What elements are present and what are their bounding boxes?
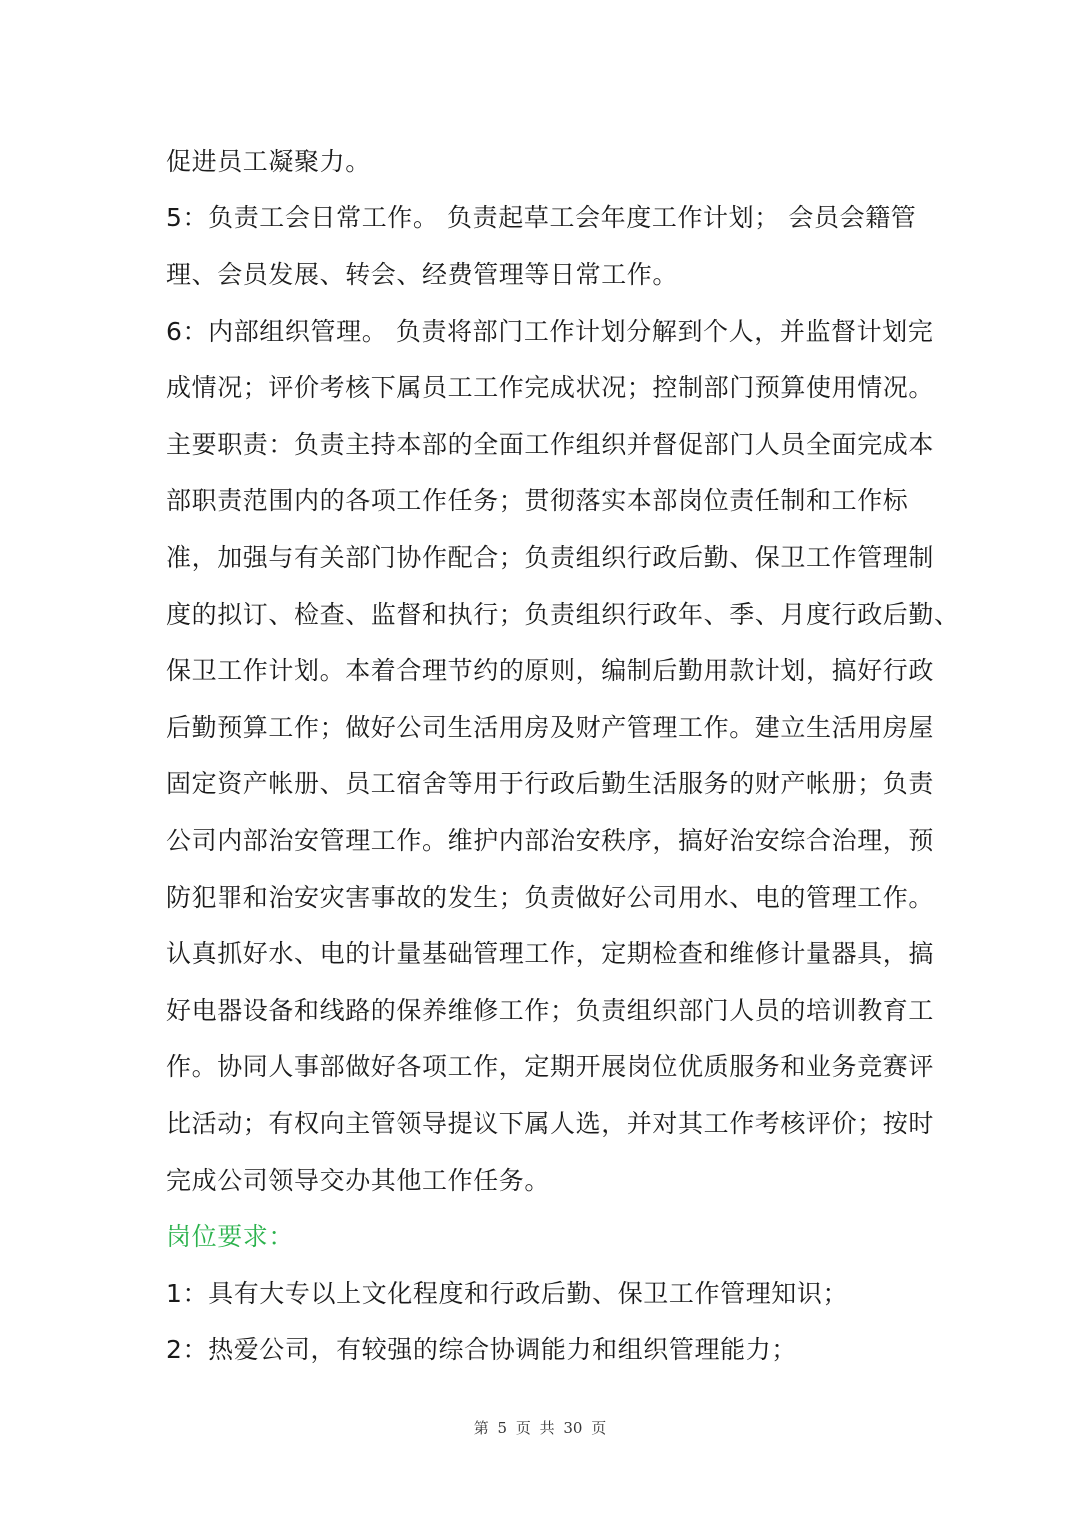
body-text-line: 后勤预算工作；做好公司生活用房及财产管理工作。建立生活用房屋 <box>166 713 935 742</box>
page-number-footer: 第 5 页 共 30 页 <box>473 1419 607 1437</box>
body-text-line: 防犯罪和治安灾害事故的发生；负责做好公司用水、电的管理工作。 <box>166 883 935 912</box>
body-text-line: 成情况；评价考核下属员工工作完成状况；控制部门预算使用情况。 <box>166 373 935 402</box>
body-text-line: 理、会员发展、转会、经费管理等日常工作。 <box>166 260 679 289</box>
body-text-line: 部职责范围内的各项工作任务；贯彻落实本部岗位责任制和工作标 <box>166 486 909 515</box>
body-text-line: 6：内部组织管理。 负责将部门工作计划分解到个人，并监督计划完 <box>166 317 934 346</box>
body-text-line: 主要职责：负责主持本部的全面工作组织并督促部门人员全面完成本 <box>166 430 935 459</box>
body-text-line: 公司内部治安管理工作。维护内部治安秩序，搞好治安综合治理，预 <box>166 826 935 855</box>
body-text-line: 准，加强与有关部门协作配合；负责组织行政后勤、保卫工作管理制 <box>166 543 935 572</box>
body-text-line: 比活动；有权向主管领导提议下属人选，并对其工作考核评价；按时 <box>166 1109 935 1138</box>
body-text-line: 度的拟订、检查、监督和执行；负责组织行政年、季、月度行政后勤、 <box>166 600 960 629</box>
body-text-line: 作。协同人事部做好各项工作，定期开展岗位优质服务和业务竞赛评 <box>166 1052 935 1081</box>
body-text-line: 促进员工凝聚力。 <box>166 147 371 176</box>
body-text-line: 认真抓好水、电的计量基础管理工作，定期检查和维修计量器具，搞 <box>166 939 935 968</box>
body-text-line: 好电器设备和线路的保养维修工作；负责组织部门人员的培训教育工 <box>166 996 935 1025</box>
body-text-line: 固定资产帐册、员工宿舍等用于行政后勤生活服务的财产帐册；负责 <box>166 769 935 798</box>
requirement-item: 1：具有大专以上文化程度和行政后勤、保卫工作管理知识； <box>166 1279 849 1308</box>
body-text-line: 完成公司领导交办其他工作任务。 <box>166 1166 551 1195</box>
section-heading: 岗位要求： <box>166 1222 295 1251</box>
body-text-line: 5：负责工会日常工作。 负责起草工会年度工作计划； 会员会籍管 <box>166 203 917 232</box>
body-text-line: 保卫工作计划。本着合理节约的原则，编制后勤用款计划，搞好行政 <box>166 656 935 685</box>
requirement-item: 2：热爱公司，有较强的综合协调能力和组织管理能力； <box>166 1335 797 1364</box>
